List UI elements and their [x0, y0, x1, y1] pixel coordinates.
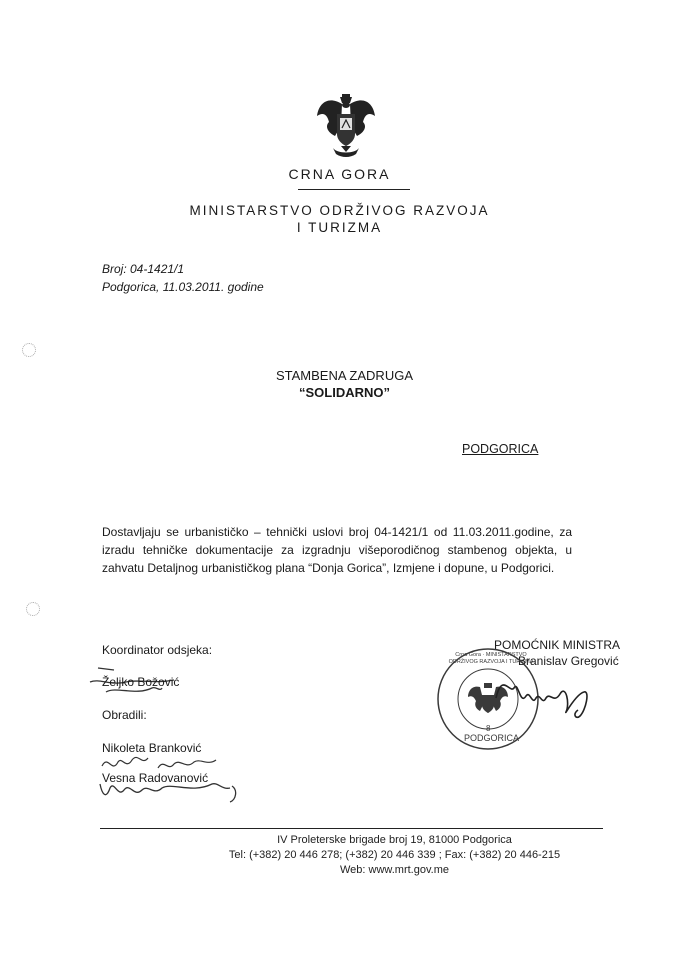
punch-hole-top [22, 343, 36, 357]
recipient-line1: STAMBENA ZADRUGA [275, 368, 413, 383]
preparer2-signature-icon [96, 778, 246, 808]
official-signature-icon [488, 668, 598, 720]
stamp-number: 8 [486, 724, 491, 733]
document-number: Broj: 04-1421/1 [102, 262, 185, 276]
footer-divider [100, 828, 603, 829]
coordinator-name: Željko Božović [102, 675, 180, 689]
punch-hole-bottom [26, 602, 40, 616]
coat-of-arms-icon [315, 92, 377, 160]
official-title: POMOĆNIK MINISTRA [494, 638, 621, 652]
recipient-city: PODGORICA [462, 442, 539, 456]
footer-website[interactable]: Web: www.mrt.gov.me [339, 864, 449, 876]
body-paragraph: Dostavljaju se urbanističko – tehnički uslovi broj 04-1421/1 od 11.03.2011.godine, za izradu tehničke dokumentacije za izgradnju višeporodičnog stambenog objekta, u zahvatu Detaljnog urbanističkog plana “Donja Gorica”, Izmjene i dopune, u Podgorici. [102, 525, 572, 575]
ministry-name-line1: MINISTARSTVO ODRŽIVOG RAZVOJA [189, 203, 490, 218]
recipient-line2: “SOLIDARNO” [299, 385, 390, 400]
coordinator-label: Koordinator odsjeka: [102, 643, 213, 657]
document-place-date: Podgorica, 11.03.2011. godine [102, 280, 264, 294]
footer-address: IV Proleterske brigade broj 19, 81000 Podgorica [277, 834, 512, 846]
header-divider [298, 189, 410, 190]
stamp-ring-text: Crna Gora · MINISTARSTVO ODRŽIVOG RAZVOJA I TURIZMA [448, 652, 534, 665]
ministry-name-line2: I TURIZMA [296, 220, 383, 235]
prepared-by-label: Obradili: [102, 708, 147, 722]
country-name: CRNA GORA [288, 166, 391, 182]
official-name: Branislav Gregović [518, 654, 619, 668]
footer-phones: Tel: (+382) 20 446 278; (+382) 20 446 339 ; Fax: (+382) 20 446-215 [228, 849, 561, 861]
preparer-name-1: Nikoleta Branković [102, 741, 202, 755]
preparer-name-2: Vesna Radovanović [102, 771, 209, 785]
stamp-city: PODGORICA [464, 733, 520, 743]
